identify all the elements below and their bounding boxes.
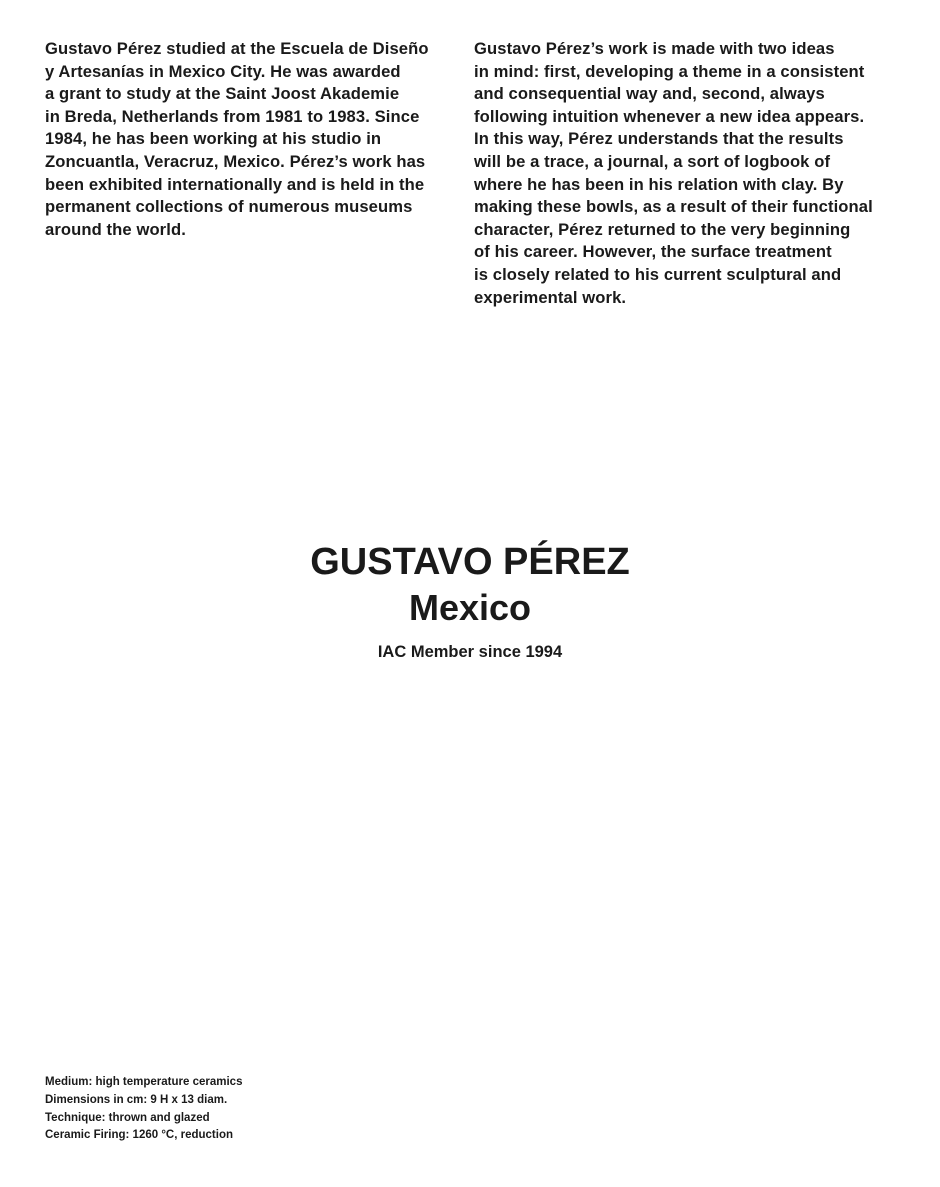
statement-line: making these bowls, as a result of their functional xyxy=(474,197,873,217)
artist-biography xyxy=(45,38,455,241)
artist-name: GUSTAVO PÉREZ xyxy=(310,541,630,583)
membership-note: IAC Member since 1994 xyxy=(377,643,563,661)
biography-line: in Breda, Netherlands from 1981 to 1983. Since xyxy=(45,106,420,126)
biography-line: 1984, he has been working at his studio in xyxy=(45,129,382,149)
spec-dimensions: Dimensions in cm: 9 H x 13 diam. xyxy=(45,1093,228,1106)
statement-line: In this way, Pérez understands that the results xyxy=(474,129,844,149)
statement-line: in mind: first, developing a theme in a consistent xyxy=(474,61,865,81)
statement-line: Gustavo Pérez’s work is made with two ideas xyxy=(474,39,835,58)
spec-technique: Technique: thrown and glazed xyxy=(45,1111,210,1124)
spec-medium: Medium: high temperature ceramics xyxy=(45,1076,243,1088)
artist-country: Mexico xyxy=(408,587,532,628)
biography-line: Zoncuantla, Veracruz, Mexico. Pérez’s work has xyxy=(45,151,426,171)
biography-line: permanent collections of numerous museums xyxy=(45,197,413,217)
statement-line: following intuition whenever a new idea appears. xyxy=(474,106,865,126)
artist-statement xyxy=(474,38,884,309)
statement-line: and consequential way and, second, always xyxy=(474,84,825,104)
biography-line: around the world. xyxy=(45,219,186,239)
statement-line: where he has been in his relation with clay. By xyxy=(474,174,844,194)
biography-line: a grant to study at the Saint Joost Akademie xyxy=(45,84,400,104)
biography-line: been exhibited internationally and is held in the xyxy=(45,174,425,194)
statement-line: will be a trace, a journal, a sort of logbook of xyxy=(474,151,831,171)
artist-title-block xyxy=(0,538,940,662)
statement-line: experimental work. xyxy=(474,287,627,307)
statement-line: character, Pérez returned to the very beginning xyxy=(474,219,851,239)
spec-firing: Ceramic Firing: 1260 °C, reduction xyxy=(45,1129,234,1142)
biography-line: y Artesanías in Mexico City. He was awarded xyxy=(45,61,401,81)
artwork-specifications xyxy=(45,1074,242,1145)
statement-line: of his career. However, the surface treatment xyxy=(474,242,832,262)
biography-line: Gustavo Pérez studied at the Escuela de Diseño xyxy=(45,39,429,58)
statement-line: is closely related to his current sculptural and xyxy=(474,264,842,284)
